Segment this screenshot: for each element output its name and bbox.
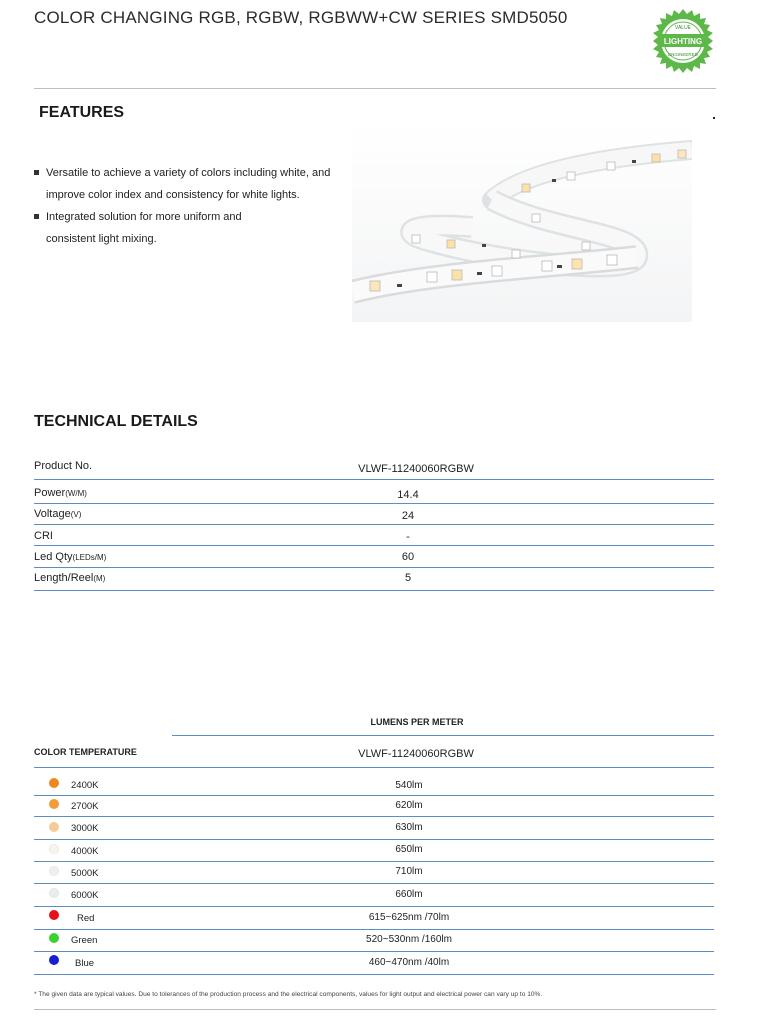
spec-value: 14.4 (397, 489, 419, 501)
spec-value: 60 (401, 551, 415, 563)
color-label: 2700K (71, 801, 99, 812)
spec-label: Voltage(V) (34, 508, 82, 520)
color-label: Green (71, 935, 98, 946)
color-swatch (49, 910, 59, 920)
spec-label: Product No. (34, 460, 93, 472)
stray-dot (713, 117, 715, 119)
table-row-divider (34, 767, 714, 768)
spec-value: - (406, 531, 410, 543)
badge-text-bottom: ENGINEERED (668, 52, 698, 57)
feature-line: improve color index and consistency for white lights. (46, 189, 300, 201)
page-title: COLOR CHANGING RGB, RGBW, RGBWW+CW SERIES SMD5050 (34, 8, 568, 27)
lumens-model: VLWF-11240060RGBW (358, 748, 474, 760)
table-row-divider (34, 503, 714, 504)
feature-item (33, 206, 353, 250)
color-label: 6000K (71, 890, 99, 901)
color-label: 5000K (71, 868, 99, 879)
feature-line: consistent light mixing. (46, 233, 157, 245)
footnote: * The given data are typical values. Due to tolerances of the production process and the electrical components, values for light output and electrical power can vary up to 10%. (34, 991, 543, 998)
lumen-value: 620lm (395, 800, 423, 811)
lumen-value: 540lm (395, 780, 423, 791)
spec-label: Length/Reel(M) (34, 572, 106, 584)
table-row-divider (34, 795, 714, 796)
badge-text-top: VALUE (674, 25, 692, 31)
led-strip-product-image (352, 122, 692, 322)
lumen-value: 630lm (395, 822, 423, 833)
table-row-divider (34, 567, 714, 568)
table-row-divider (34, 861, 714, 862)
feature-line: Versatile to achieve a variety of colors including white, and (46, 167, 331, 179)
color-label: 3000K (71, 823, 99, 834)
color-swatch (49, 955, 59, 965)
table-row-divider (34, 883, 714, 884)
color-swatch (49, 933, 59, 943)
color-swatch (49, 822, 59, 832)
spec-label: Power(W/M) (34, 487, 87, 499)
color-temperature-heading: COLOR TEMPERATURE (34, 747, 137, 757)
table-row-divider (34, 545, 714, 546)
color-swatch (49, 778, 59, 788)
footer-divider (34, 1009, 716, 1010)
lumen-value: 710lm (395, 866, 423, 877)
feature-item (33, 162, 353, 206)
spec-value: VLWF-11240060RGBW (358, 463, 474, 475)
table-row-divider (34, 839, 714, 840)
table-row-divider (34, 906, 714, 907)
table-row-divider (34, 524, 714, 525)
color-label: 2400K (71, 780, 99, 791)
lumen-value: 615~625nm /70lm (368, 912, 450, 923)
lumen-value: 650lm (395, 844, 423, 855)
table-row-divider (34, 974, 714, 975)
table-row-divider (34, 929, 714, 930)
feature-line: Integrated solution for more uniform and (46, 211, 242, 223)
color-label: Blue (75, 958, 95, 969)
table-row-divider (172, 735, 714, 736)
lumen-value: 660lm (395, 889, 423, 900)
lumens-group-heading: LUMENS PER METER (370, 717, 464, 727)
header-divider (34, 88, 716, 89)
spec-label: CRI (34, 530, 53, 542)
color-label: Red (77, 913, 95, 924)
table-row-divider (34, 479, 714, 480)
table-row-divider (34, 951, 714, 952)
features-list (33, 162, 353, 250)
technical-details-heading: TECHNICAL DETAILS (34, 413, 198, 430)
spec-label: Led Qty(LEDs/M) (34, 551, 107, 563)
lumen-value: 520~530nm /160lm (366, 934, 452, 945)
color-label: 4000K (71, 846, 99, 857)
color-swatch (49, 844, 59, 854)
color-swatch (49, 888, 59, 898)
table-row-divider (34, 590, 714, 591)
color-swatch (49, 799, 59, 809)
spec-value: 5 (404, 572, 412, 584)
spec-value: 24 (401, 510, 415, 522)
badge-text-middle: LIGHTING (663, 37, 703, 46)
table-row-divider (34, 816, 714, 817)
lighting-badge-logo (650, 8, 716, 74)
color-swatch (49, 866, 59, 876)
features-heading: FEATURES (39, 104, 125, 121)
lumen-value: 460~470nm /40lm (368, 957, 450, 968)
